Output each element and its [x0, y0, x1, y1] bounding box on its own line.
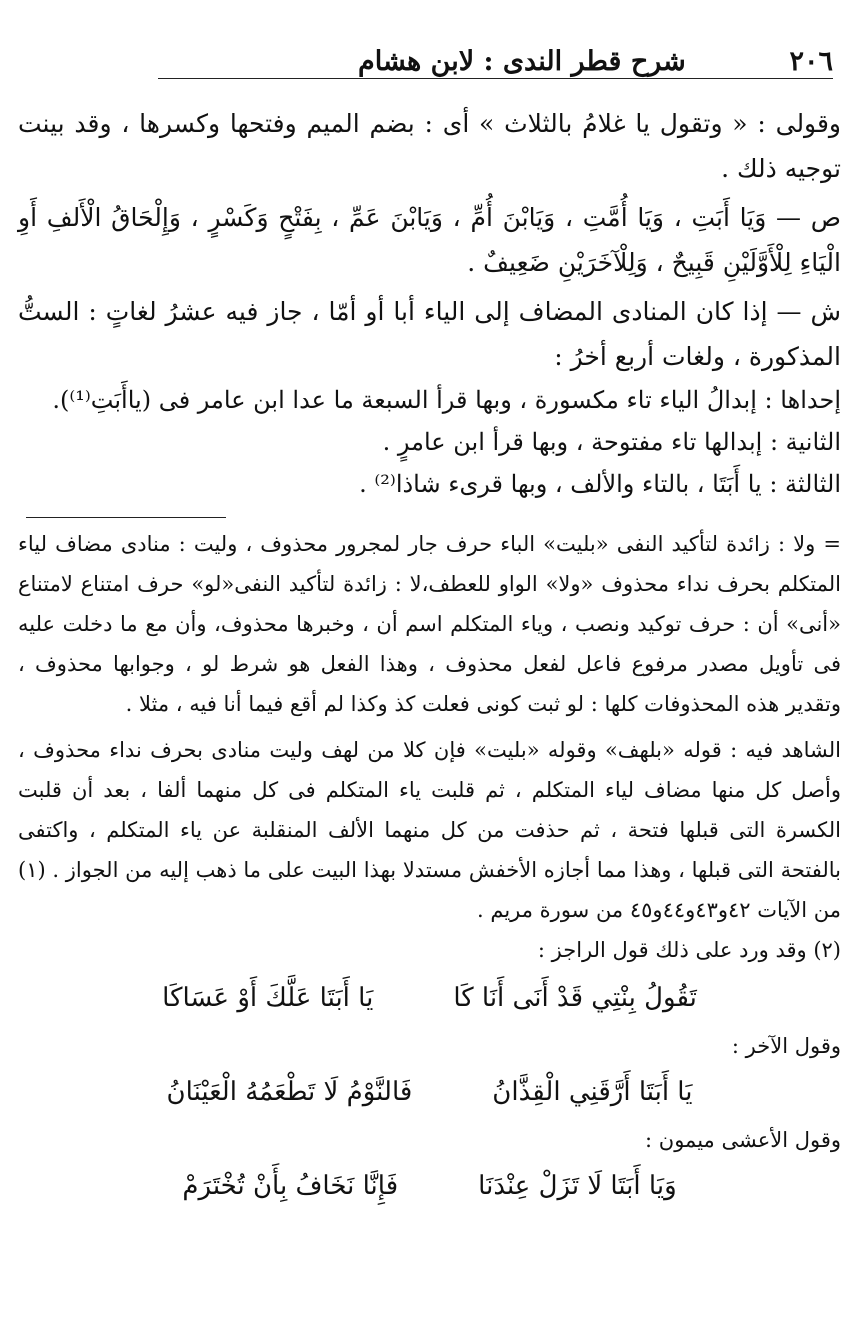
- reading-item: الثالثة : يا أَبَتَا ، بالتاء والألف ، وبها قرىء شاذا⁽²⁾ .: [359, 470, 841, 498]
- verse-hemistich-second: يَا أَبَتَا عَلَّكَ أَوْ عَسَاكَا: [162, 983, 374, 1013]
- paragraph-commentary: وقولى : « وتقول يا غلامُ بالثلاث » أى : بضم الميم وفتحها وكسرها ، وقد بينت توجيه ذلك .: [18, 109, 841, 183]
- verse-hemistich-first: تَقُولُ بِنْتِي قَدْ أَنَى أَنَا كَا: [453, 983, 697, 1013]
- footnote-separator: [26, 517, 226, 518]
- footnote-2-intro: (٢) وقد ورد على ذلك قول الراجز :: [537, 938, 841, 962]
- verse-intro: وقول الآخر :: [731, 1034, 841, 1058]
- running-title: شرح قطر الندى : لابن هشام: [358, 46, 686, 77]
- footnote-parsing: = ولا : زائدة لتأكيد النفى «بليت» الباء حرف جار لمجرور محذوف ، وليت : منادى مضاف لياء المتكلم بحرف نداء محذوف «ولا» الواو للعطف،لا : زائدة لتأكيد النفى«لو» حرف امتناع لامتناع «أنى» أن : حرف توكيد ونصب ، وياء المتكلم اسم أن ، وخبرها محذوف، وأن مع ما دخلت عليه فى تأويل مصدر مرفوع فاعل لفعل محذوف ، وهذا الفعل هو شرط لو ، وجوابها محذوف ، وتقدير هذه المحذوفات كلها : لو ثبت كونى فعلت كذ وكذا لم أقع فيما أنا فيه ، مثلا .: [18, 532, 841, 716]
- footnotes: [18, 524, 841, 1212]
- footnote-evidence: الشاهد فيه : قوله «بلهف» وقوله «بليت» فإن كلا من لهف وليت منادى بحرف نداء محذوف ، وأصل كل منها مضاف لياء المتكلم ، ثم قلبت ياء المتكلم فى كل منهما ألفا ، بعد أن قلبت الكسرة التى قبلها فتحة ، ثم حذفت من كل منهما الألف المنقلبة عن ياء المتكلم ، واكتفى بالفتحة التى قبلها ، وهذا مما أجازه الأخفش مستدلا بهذا البيت على ما ذهب إليه من الجواز . (١) من الآيات ٤٢و٤٣و٤٤و٤٥ من سورة مريم .: [18, 738, 841, 922]
- main-text: [18, 101, 841, 505]
- reading-item: إحداها : إبدالُ الياء تاء مكسورة ، وبها قرأ السبعة ما عدا ابن عامر فى (ياأَبَتِ⁽¹⁾).: [52, 386, 841, 414]
- verse-intro: وقول الأعشى ميمون :: [645, 1128, 841, 1152]
- verse-hemistich-first: يَا أَبَتَا أَرَّقَنِي الْقِذَّانُ: [492, 1077, 693, 1107]
- page-header: [158, 30, 833, 79]
- paragraph-text-sad: ص — وَيَا أَبَتِ ، وَيَا أُمَّتِ ، وَيَابْنَ أُمِّ ، وَيَابْنَ عَمِّ ، بِفَتْحٍ وَكَسْرٍ ، وَإِلْحَاقُ الْأَلفِ أَوِ الْيَاءِ لِلْأَوَّلَيْنِ قَبِيحٌ ، وَلِلْآخَرَيْنِ ضَعِيفٌ .: [18, 203, 841, 277]
- page-number: ٢٠٦: [789, 46, 833, 77]
- readings-list: [18, 379, 841, 505]
- poetry-verse: [18, 1066, 841, 1118]
- poetry-verse: [18, 972, 841, 1024]
- verse-hemistich-second: فَالنَّوْمُ لَا تَطْعَمُهُ الْعَيْنَانُ: [166, 1077, 413, 1107]
- poetry-verse: [18, 1160, 841, 1212]
- paragraph-explanation-shin: ش — إذا كان المنادى المضاف إلى الياء أبا أو أمّا ، جاز فيه عشرُ لغاتٍ : الستُّ المذكورة ، ولغات أربع أخرُ :: [18, 297, 841, 371]
- verse-hemistich-second: فَإِنَّا نَخَافُ بِأَنْ تُخْتَرَمْ: [182, 1171, 399, 1201]
- book-page: [18, 30, 841, 1317]
- reading-item: الثانية : إبدالها تاء مفتوحة ، وبها قرأ ابن عامرٍ .: [382, 428, 841, 456]
- verse-hemistich-first: وَيَا أَبَتَا لَا تَزَلْ عِنْدَنَا: [478, 1171, 677, 1201]
